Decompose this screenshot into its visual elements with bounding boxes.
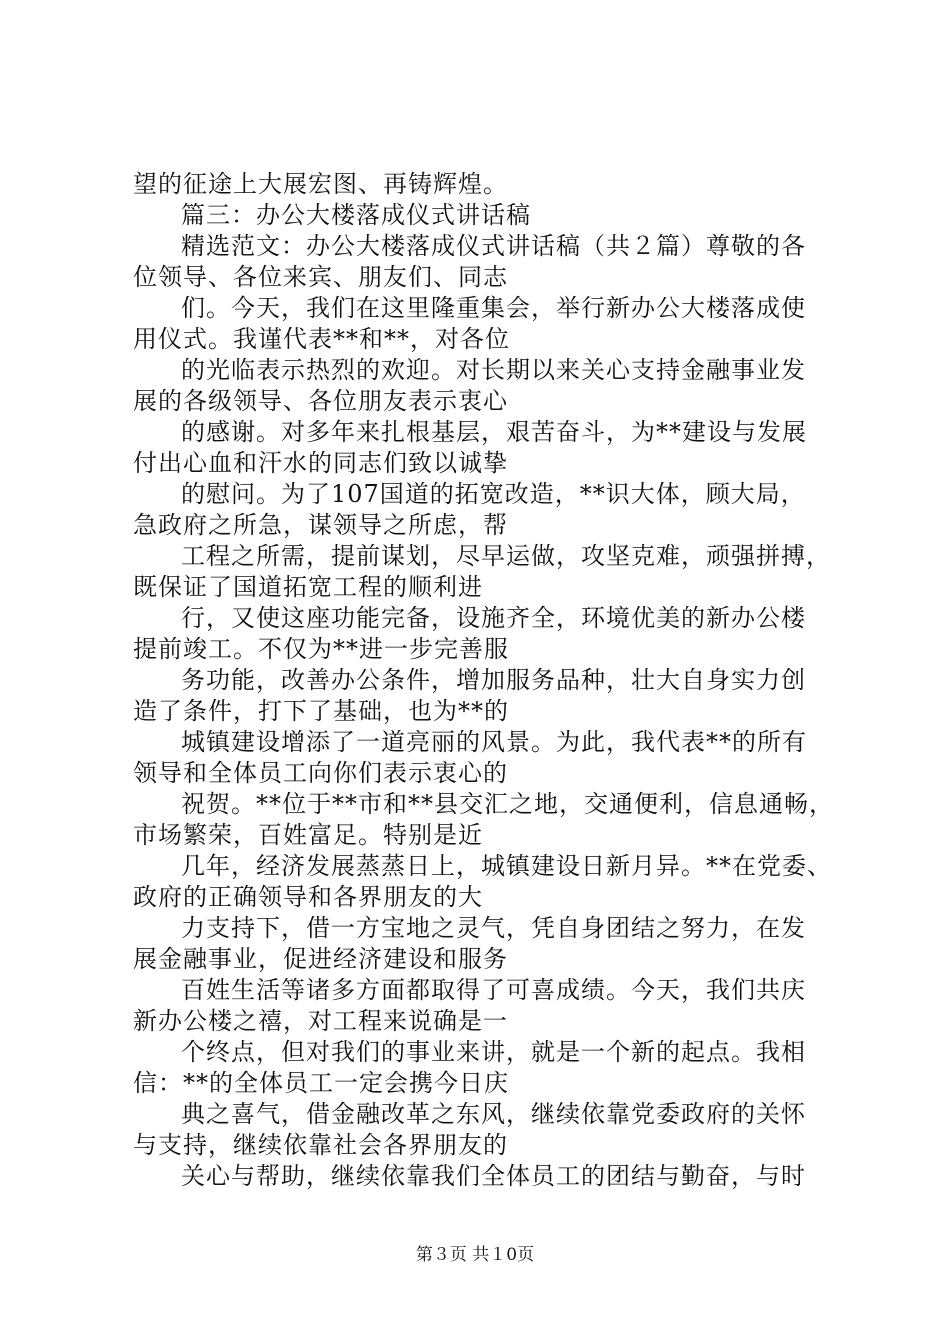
- text-line: 展的各级领导、各位朋友表示衷心: [133, 387, 508, 415]
- text-line: 的感谢。对多年来扎根基层，艰苦奋斗，为**建设与发展: [181, 418, 807, 446]
- text-line: 工程之所需，提前谋划，尽早运做，攻坚克难，顽强拼搏，: [181, 542, 831, 570]
- text-line: 提前竣工。不仅为**进一步完善服: [133, 635, 509, 663]
- text-line: 新办公楼之禧，对工程来说确是一: [133, 1007, 508, 1035]
- text-line: 与支持，继续依靠社会各界朋友的: [133, 1131, 508, 1159]
- text-line: 展金融事业，促进经济建设和服务: [133, 945, 508, 973]
- text-line: 百姓生活等诸多方面都取得了可喜成绩。今天，我们共庆: [181, 976, 806, 1004]
- text-line: 付出心血和汗水的同志们致以诚挚: [133, 449, 508, 477]
- text-line: 政府的正确领导和各界朋友的大: [133, 883, 483, 911]
- document-body: [133, 169, 833, 1192]
- text-line: 务功能，改善办公条件，增加服务品种，壮大自身实力创: [181, 666, 806, 694]
- text-line: 个终点，但对我们的事业来讲，就是一个新的起点。我相: [181, 1038, 806, 1066]
- text-line: 信：**的全体员工一定会携今日庆: [133, 1069, 509, 1097]
- text-line: 位领导、各位来宾、朋友们、同志: [133, 263, 508, 291]
- text-line: 城镇建设增添了一道亮丽的风景。为此，我代表**的所有: [181, 728, 807, 756]
- text-line: 用仪式。我谨代表**和**，对各位: [133, 325, 510, 353]
- text-line: 精选范文：办公大楼落成仪式讲话稿（共２篇）尊敬的各: [181, 232, 806, 260]
- text-line: 们。今天，我们在这里隆重集会，举行新办公大楼落成使: [181, 294, 806, 322]
- text-line: 关心与帮助，继续依靠我们全体员工的团结与勤奋，与时: [181, 1162, 806, 1190]
- text-line: 望的征途上大展宏图、再铸辉煌。: [133, 170, 508, 198]
- text-line: 急政府之所急，谋领导之所虑，帮: [133, 511, 508, 539]
- text-line: 的光临表示热烈的欢迎。对长期以来关心支持金融事业发: [181, 356, 806, 384]
- text-line: 的慰问。为了107国道的拓宽改造，**识大体，顾大局，: [181, 480, 806, 508]
- page-number: 第３页 共１0页: [415, 1245, 535, 1265]
- text-line: 市场繁荣，百姓富足。特别是近: [133, 821, 483, 849]
- text-line: 行，又使这座功能完备，设施齐全，环境优美的新办公楼: [181, 604, 806, 632]
- text-line: 几年，经济发展蒸蒸日上，城镇建设日新月异。**在党委、: [181, 852, 832, 880]
- text-line: 既保证了国道拓宽工程的顺利进: [133, 573, 483, 601]
- text-line: 典之喜气，借金融改革之东风，继续依靠党委政府的关怀: [181, 1100, 806, 1128]
- text-line: 力支持下，借一方宝地之灵气，凭自身团结之努力，在发: [181, 914, 806, 942]
- text-line: 造了条件，打下了基础，也为**的: [133, 697, 509, 725]
- text-line: 领导和全体员工向你们表示衷心的: [133, 759, 508, 787]
- text-line: 祝贺。**位于**市和**县交汇之地，交通便利，信息通畅，: [181, 790, 834, 818]
- section-heading: 篇三：办公大楼落成仪式讲话稿: [181, 201, 531, 229]
